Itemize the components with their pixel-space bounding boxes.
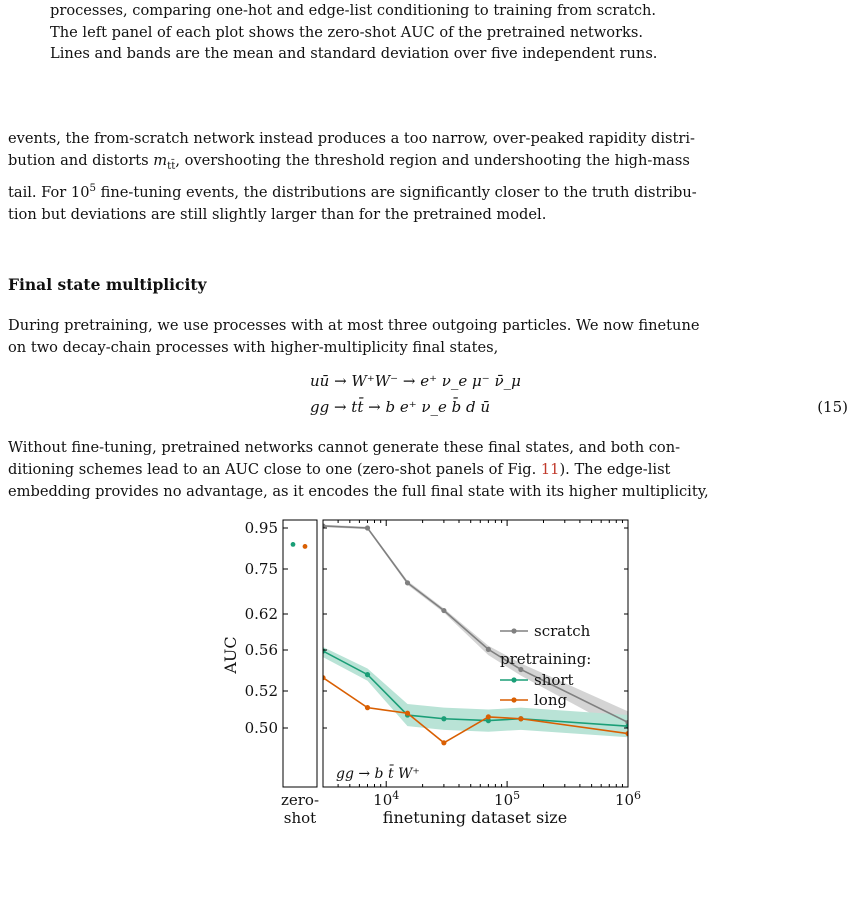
short-point	[441, 716, 446, 721]
math-superscript: 5	[89, 182, 96, 194]
scratch-legend-marker	[511, 628, 516, 633]
legend-scratch-label: scratch	[534, 622, 591, 640]
text-line: events, the from-scratch network instead produces a too narrow, over-peaked rapidity distri-	[8, 130, 695, 147]
text-line: tion but deviations are still slightly larger than for the pretrained model.	[8, 205, 547, 223]
math-subscript: tt̄	[167, 160, 176, 172]
text-span: ). The edge-list	[559, 461, 671, 478]
scratch-point	[486, 647, 491, 652]
scratch-point	[441, 608, 446, 613]
zero-shot-long-point	[303, 544, 308, 549]
section-heading: Final state multiplicity	[8, 275, 207, 294]
text-span: ditioning schemes lead to an AUC close to one (zero-shot panels of Fig.	[8, 461, 541, 478]
caption-line: Lines and bands are the mean and standard deviation over five independent runs.	[50, 45, 658, 62]
text-span: , overshooting the threshold region and undershooting the high-mass	[175, 152, 690, 169]
long-point	[441, 740, 446, 745]
text-line: on two decay-chain processes with higher-multiplicity final states,	[8, 339, 499, 356]
text-line: Without fine-tuning, pretrained networks cannot generate these final states, and both con-	[8, 439, 681, 456]
legend-long-label: long	[534, 691, 568, 709]
y-tick-label: 0.52	[244, 682, 278, 700]
equation-expression: uū → W⁺W⁻ → e⁺ ν_e μ⁻ ν̄_μ	[310, 372, 521, 390]
equation-expression: gg → tt̄ → b e⁺ ν_e b̄ d ū	[310, 398, 491, 416]
long-point	[486, 714, 491, 719]
x-tick-label: $10^6$	[614, 789, 642, 809]
zero-shot-label: zero-	[280, 791, 320, 809]
legend-short-label: short	[534, 671, 574, 689]
long-point	[518, 716, 523, 721]
y-tick-label: 0.56	[244, 641, 278, 659]
zero-shot-short-point	[291, 542, 296, 547]
caption-line: processes, comparing one-hot and edge-list conditioning to training from scratch.	[50, 2, 657, 19]
y-tick-label: 0.95	[244, 519, 278, 537]
short-point	[365, 672, 370, 677]
zero-shot-label: shot	[283, 809, 317, 827]
x-axis-label: finetuning dataset size	[382, 808, 568, 827]
y-tick-label: 0.50	[244, 719, 278, 737]
scratch-point	[405, 580, 410, 585]
text-span: tail. For 10	[8, 183, 90, 201]
caption-line: The left panel of each plot shows the zero-shot AUC of the pretrained networks.	[50, 23, 644, 41]
text-line: During pretraining, we use processes with at most three outgoing particles. We now finetune	[8, 317, 700, 334]
x-tick-label: $10^5$	[494, 789, 521, 809]
text-span: bution and distorts	[8, 152, 154, 169]
x-tick-label: $10^4$	[373, 789, 400, 809]
y-tick-label: 0.75	[244, 560, 278, 578]
scratch-point	[365, 525, 370, 530]
text-span: fine-tuning events, the distributions are significantly closer to the truth distribu-	[96, 183, 697, 201]
text-line: embedding provides no advantage, as it encodes the full final state with its higher multiplicity,	[8, 483, 709, 500]
y-axis-label: AUC	[221, 636, 240, 674]
legend-pretraining-title: pretraining:	[500, 650, 592, 668]
long-legend-marker	[511, 697, 516, 702]
long-point	[365, 705, 370, 710]
figure-reference-link[interactable]: 11	[540, 461, 560, 478]
long-point	[405, 711, 410, 716]
y-tick-label: 0.62	[244, 605, 278, 623]
math-symbol: m	[153, 152, 168, 169]
equation-number: (15)	[817, 398, 848, 416]
zero-shot-frame	[283, 520, 317, 787]
short-legend-marker	[511, 677, 516, 682]
process-annotation: gg → b t̄ W⁺	[336, 766, 420, 782]
